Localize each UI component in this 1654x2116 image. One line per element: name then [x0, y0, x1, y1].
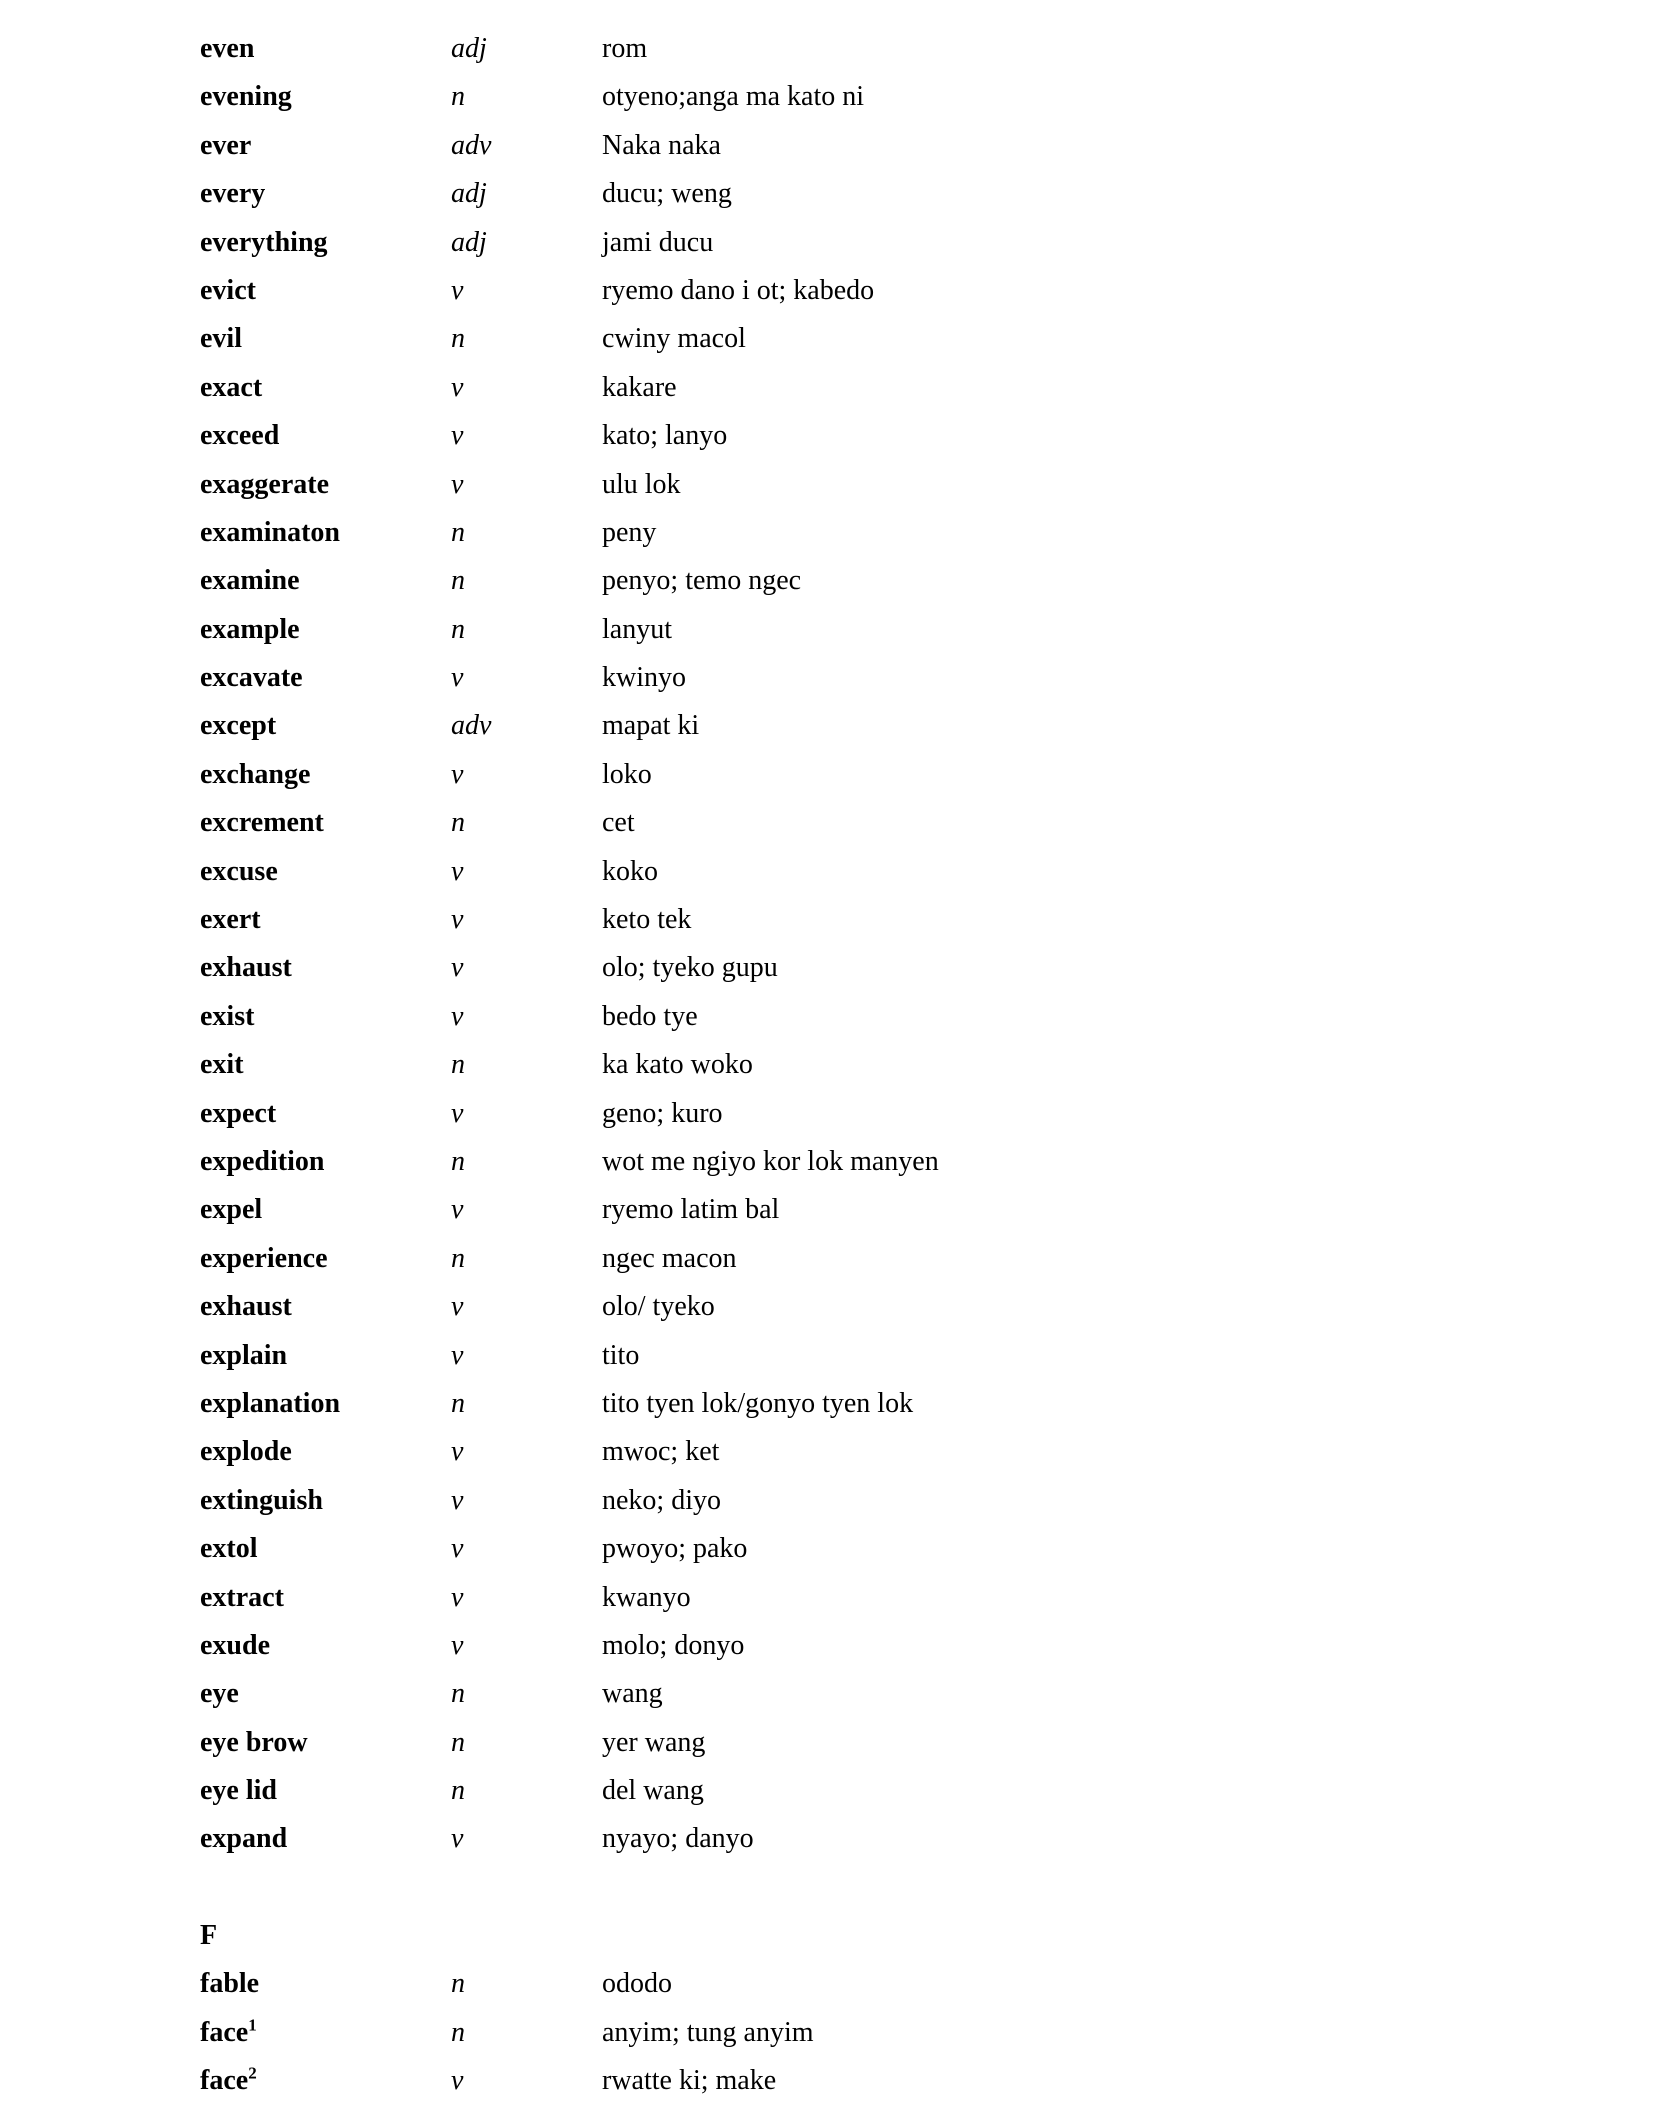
headword-text: eye lid — [200, 1775, 277, 1807]
entry-translation: bedo tye — [602, 1000, 698, 1032]
dictionary-entry — [200, 125, 1400, 173]
headword-text: ever — [200, 129, 252, 161]
entry-headword — [200, 560, 300, 602]
headword-text: expect — [200, 1097, 277, 1129]
entry-part-of-speech: v — [451, 274, 464, 306]
entry-translation: ryemo latim bal — [602, 1194, 780, 1226]
entry-headword — [200, 28, 254, 70]
headword-text: exceed — [200, 420, 280, 452]
dictionary-entry — [200, 270, 1400, 318]
entry-part-of-speech: n — [451, 81, 465, 113]
dictionary-entry — [200, 947, 1400, 995]
entry-part-of-speech: adv — [451, 710, 492, 742]
entry-translation: lanyut — [602, 613, 672, 645]
entry-part-of-speech: n — [451, 1145, 465, 1177]
entry-part-of-speech: v — [451, 1823, 464, 1855]
entry-headword — [200, 1480, 323, 1522]
entry-translation: tito tyen lok/gonyo tyen lok — [602, 1387, 914, 1419]
entry-translation: rwatte ki; make — [602, 2065, 777, 2097]
entry-translation: peny — [602, 516, 657, 548]
entry-part-of-speech: n — [451, 1678, 465, 1710]
entry-headword — [200, 270, 256, 312]
dictionary-entry — [200, 1044, 1400, 1092]
entry-part-of-speech: v — [451, 1339, 464, 1371]
dictionary-entry — [200, 2060, 1400, 2108]
entry-headword — [200, 76, 292, 118]
dictionary-entry — [200, 1963, 1400, 2011]
headword-text: expedition — [200, 1145, 325, 1177]
entry-part-of-speech: v — [451, 1097, 464, 1129]
entry-translation: wot me ngiyo kor lok manyen — [602, 1145, 939, 1177]
headword-text: evening — [200, 81, 292, 113]
entry-headword — [200, 1577, 284, 1619]
entry-headword — [200, 996, 254, 1038]
dictionary-entry — [200, 1528, 1400, 1576]
dictionary-entry — [200, 318, 1400, 366]
dictionary-entry — [200, 1383, 1400, 1431]
headword-text: evil — [200, 323, 242, 355]
dictionary-entry — [200, 705, 1400, 753]
entry-headword — [200, 899, 261, 941]
dictionary-entry — [200, 1431, 1400, 1479]
entry-headword — [200, 947, 292, 989]
dictionary-entry — [200, 1770, 1400, 1818]
entry-translation: neko; diyo — [602, 1484, 721, 1516]
entry-headword — [200, 851, 278, 893]
entry-translation: geno; kuro — [602, 1097, 723, 1129]
entry-part-of-speech: v — [451, 952, 464, 984]
entry-part-of-speech: adj — [451, 226, 487, 258]
dictionary-entry — [200, 1093, 1400, 1141]
entry-translation: wang — [602, 1678, 663, 1710]
entry-part-of-speech: n — [451, 1387, 465, 1419]
entry-headword — [200, 464, 329, 506]
entry-part-of-speech: v — [451, 662, 464, 694]
entry-headword — [200, 318, 242, 360]
entry-translation: ulu lok — [602, 468, 681, 500]
entry-headword — [200, 802, 324, 844]
headword-text: extinguish — [200, 1484, 323, 1516]
headword-text: extract — [200, 1581, 284, 1613]
entry-headword — [200, 1818, 287, 1860]
dictionary-entry — [200, 173, 1400, 221]
entry-translation: kwinyo — [602, 662, 686, 694]
homonym-number: 1 — [248, 2015, 257, 2035]
entry-translation: kakare — [602, 371, 677, 403]
entry-headword — [200, 1625, 270, 1667]
entry-part-of-speech: n — [451, 613, 465, 645]
entry-translation: kwanyo — [602, 1581, 691, 1613]
entry-translation: ododo — [602, 1968, 672, 2000]
entry-translation: rom — [602, 33, 648, 64]
dictionary-entry — [200, 996, 1400, 1044]
entry-translation: ducu; weng — [602, 178, 732, 210]
entry-part-of-speech: n — [451, 1242, 465, 1274]
headword-text: expel — [200, 1194, 263, 1226]
entry-translation: otyeno;anga ma kato ni — [602, 81, 865, 113]
entry-part-of-speech: v — [451, 468, 464, 500]
entry-headword — [200, 1141, 324, 1183]
entry-translation: nyayo; danyo — [602, 1823, 754, 1855]
headword-text: evict — [200, 274, 256, 306]
entry-part-of-speech: v — [451, 1484, 464, 1516]
entry-translation: loko — [602, 758, 652, 790]
dictionary-entry — [200, 2012, 1400, 2060]
entry-translation: yer wang — [602, 1726, 706, 1758]
dictionary-entry — [200, 1141, 1400, 1189]
entry-headword — [200, 1770, 277, 1812]
headword-text: eye — [200, 1678, 239, 1710]
dictionary-entry — [200, 609, 1400, 657]
dictionary-entry — [200, 657, 1400, 705]
entry-part-of-speech: n — [451, 1775, 465, 1807]
entry-translation: del wang — [602, 1775, 704, 1807]
dictionary-entry — [200, 1238, 1400, 1286]
entry-translation: ka kato woko — [602, 1049, 753, 1081]
entry-headword — [200, 1383, 340, 1425]
entry-headword — [200, 512, 340, 554]
headword-text: excuse — [200, 855, 278, 887]
headword-text: expand — [200, 1823, 288, 1855]
dictionary-entry — [200, 802, 1400, 850]
entry-headword — [200, 1963, 259, 2005]
headword-text: everything — [200, 226, 328, 258]
dictionary-entry — [200, 512, 1400, 560]
entry-part-of-speech: n — [451, 807, 465, 839]
entry-translation: tito — [602, 1339, 640, 1371]
entry-headword — [200, 657, 303, 699]
dictionary-entry — [200, 899, 1400, 947]
entry-headword — [200, 1673, 239, 1715]
entry-part-of-speech: adj — [451, 33, 487, 64]
entry-translation: jami ducu — [602, 226, 714, 258]
entry-translation: kato; lanyo — [602, 420, 728, 452]
entry-part-of-speech: v — [451, 1291, 464, 1323]
entry-headword — [200, 222, 328, 264]
entry-translation: molo; donyo — [602, 1629, 745, 1661]
headword-text: exert — [200, 904, 261, 936]
headword-text: examine — [200, 565, 300, 597]
entry-translation: mapat ki — [602, 710, 700, 742]
headword-text: excavate — [200, 662, 303, 694]
headword-text: every — [200, 178, 266, 210]
entry-headword — [200, 1335, 287, 1377]
dictionary-entry — [200, 222, 1400, 270]
entry-part-of-speech: v — [451, 420, 464, 452]
entry-headword — [200, 1528, 258, 1570]
dictionary-entry — [200, 464, 1400, 512]
headword-text: fable — [200, 1968, 260, 2000]
homonym-number: 2 — [248, 2063, 257, 2083]
dictionary-entry — [200, 1480, 1400, 1528]
dictionary-entry — [200, 1189, 1400, 1237]
dictionary-entry — [200, 76, 1400, 124]
entry-part-of-speech: v — [451, 1581, 464, 1613]
entry-headword — [200, 415, 279, 457]
entry-part-of-speech: n — [451, 516, 465, 548]
headword-text: excrement — [200, 807, 324, 839]
headword-text: exchange — [200, 758, 311, 790]
dictionary-entry — [200, 1335, 1400, 1383]
entry-part-of-speech: v — [451, 855, 464, 887]
entry-part-of-speech: n — [451, 1049, 465, 1081]
entry-headword — [200, 1189, 262, 1231]
entry-headword — [200, 125, 251, 167]
entry-translation: olo/ tyeko — [602, 1291, 715, 1323]
headword-text: example — [200, 613, 300, 645]
entry-headword — [200, 1044, 244, 1086]
entry-part-of-speech: n — [451, 323, 465, 355]
entry-translation: olo; tyeko gupu — [602, 952, 778, 984]
headword-text: exhaust — [200, 1291, 292, 1323]
entry-part-of-speech: v — [451, 758, 464, 790]
entry-part-of-speech: v — [451, 1194, 464, 1226]
entry-part-of-speech: v — [451, 1000, 464, 1032]
entry-translation: mwoc; ket — [602, 1436, 720, 1468]
entry-part-of-speech: n — [451, 565, 465, 597]
entry-part-of-speech: v — [451, 904, 464, 936]
entry-translation: Naka naka — [602, 129, 721, 161]
entry-part-of-speech: adv — [451, 129, 492, 161]
entry-headword — [200, 2060, 257, 2102]
dictionary-entry — [200, 1577, 1400, 1625]
dictionary-entry — [200, 560, 1400, 608]
headword-text: eye brow — [200, 1726, 308, 1758]
dictionary-entry — [200, 367, 1400, 415]
entry-part-of-speech: adj — [451, 178, 487, 210]
entry-translation: penyo; temo ngec — [602, 565, 802, 597]
headword-text: exact — [200, 371, 263, 403]
entry-translation: ryemo dano i ot; kabedo — [602, 274, 875, 306]
dictionary-entry — [200, 28, 1400, 76]
dictionary-entry — [200, 1286, 1400, 1334]
headword-text: exit — [200, 1049, 244, 1081]
entry-translation: cet — [602, 807, 635, 839]
headword-text: explode — [200, 1436, 292, 1468]
entry-translation: cwiny macol — [602, 323, 746, 355]
dictionary-entries — [200, 28, 1400, 2108]
entry-part-of-speech: n — [451, 1968, 465, 2000]
entry-headword — [200, 1238, 328, 1280]
entry-part-of-speech: v — [451, 2065, 464, 2097]
headword-text: face — [200, 2065, 249, 2097]
entry-translation: keto tek — [602, 904, 692, 936]
entry-part-of-speech: v — [451, 1436, 464, 1468]
entry-part-of-speech: v — [451, 1533, 464, 1565]
dictionary-entry — [200, 851, 1400, 899]
headword-text: explanation — [200, 1387, 341, 1419]
headword-text: face — [200, 2016, 249, 2048]
entry-headword — [200, 1093, 276, 1135]
entry-headword — [200, 367, 262, 409]
entry-part-of-speech: v — [451, 371, 464, 403]
entry-headword — [200, 1431, 292, 1473]
entry-headword — [200, 754, 310, 796]
entry-translation: ngec macon — [602, 1242, 737, 1274]
entry-headword — [200, 173, 265, 215]
headword-text: exist — [200, 1000, 255, 1032]
dictionary-entry — [200, 754, 1400, 802]
headword-text: even — [200, 33, 255, 64]
headword-text: exhaust — [200, 952, 292, 984]
entry-part-of-speech: v — [451, 1629, 464, 1661]
entry-headword — [200, 1286, 292, 1328]
headword-text: exaggerate — [200, 468, 330, 500]
entry-part-of-speech: n — [451, 2016, 465, 2048]
headword-text: explain — [200, 1339, 288, 1371]
dictionary-entry — [200, 1722, 1400, 1770]
entry-headword — [200, 1722, 308, 1764]
entry-headword — [200, 705, 276, 747]
headword-text: except — [200, 710, 277, 742]
entry-translation: anyim; tung anyim — [602, 2016, 814, 2048]
entry-headword — [200, 2012, 257, 2054]
entry-part-of-speech: n — [451, 1726, 465, 1758]
headword-text: experience — [200, 1242, 328, 1274]
entry-translation: pwoyo; pako — [602, 1533, 748, 1565]
entry-headword — [200, 609, 300, 651]
headword-text: extol — [200, 1533, 258, 1565]
headword-text: examinaton — [200, 516, 340, 548]
section-letter-heading: F — [200, 1919, 218, 1951]
entry-translation: koko — [602, 855, 658, 887]
dictionary-entry — [200, 415, 1400, 463]
dictionary-entry — [200, 1625, 1400, 1673]
dictionary-entry — [200, 1818, 1400, 1866]
dictionary-entry — [200, 1673, 1400, 1721]
headword-text: exude — [200, 1629, 270, 1661]
